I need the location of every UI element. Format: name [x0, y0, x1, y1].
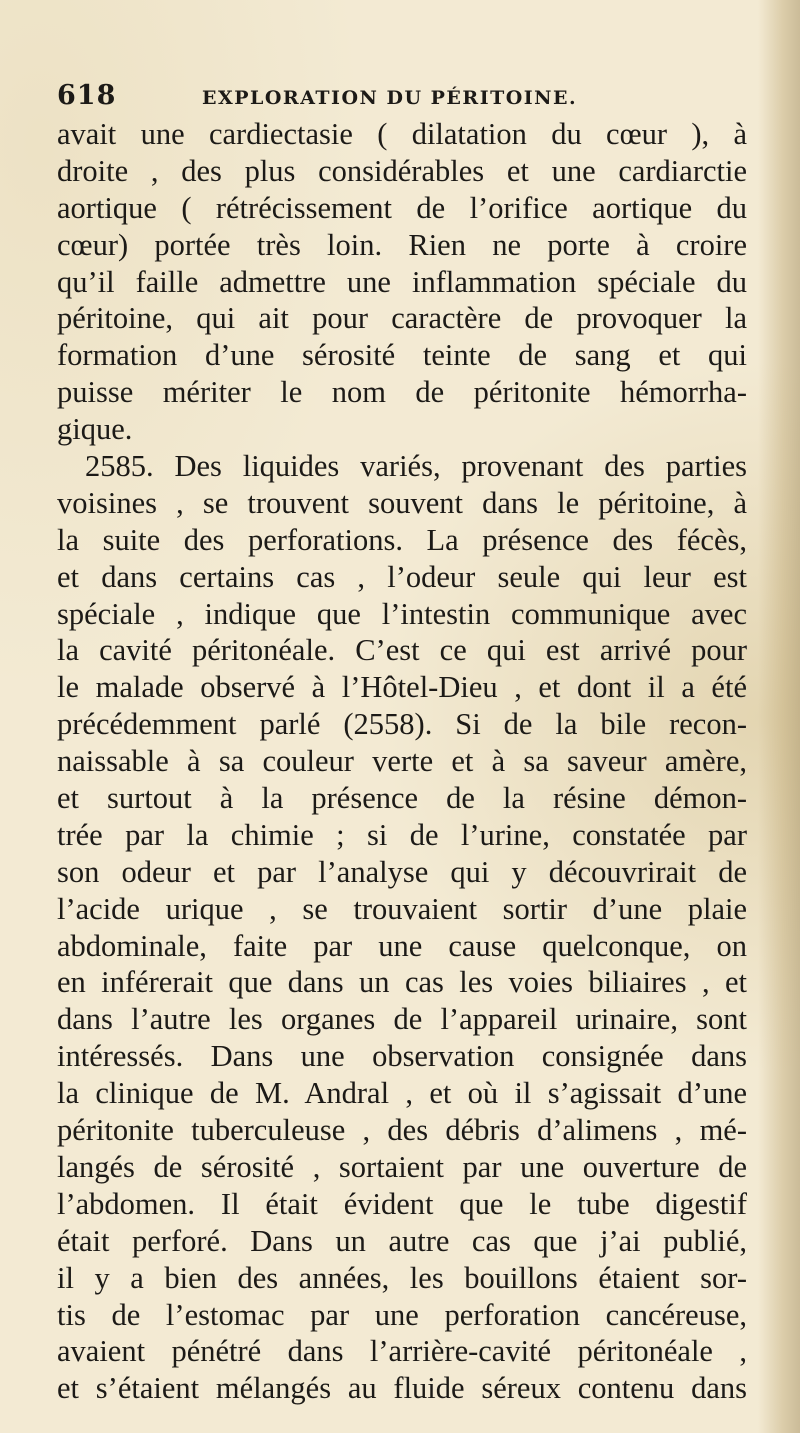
text-line: spéciale , indique que l’intestin communique avec [57, 596, 747, 631]
text-line: et surtout à la présence de la résine démon- [57, 781, 747, 816]
text-line: langés de sérosité , sortaient par une ouverture de [57, 1149, 747, 1184]
text-line: le malade observé à l’Hôtel-Dieu , et dont il a été [57, 670, 747, 705]
text-line: droite , des plus considérables et une cardiarctie [57, 153, 747, 188]
text-line: cœur) portée très loin. Rien ne porte à croire [57, 227, 747, 262]
text-line: avaient pénétré dans l’arrière-cavité péritonéale , [57, 1334, 747, 1369]
text-line: la suite des perforations. La présence des fécès, [57, 522, 747, 557]
paragraph-start-line: 2585. Des liquides variés, provenant des parties [85, 449, 747, 484]
text-line: en inférerait que dans un cas les voies biliaires , et [57, 965, 747, 1000]
text-line: péritonite tuberculeuse , des débris d’alimens , mé- [57, 1113, 747, 1148]
page-number: 618 [57, 80, 117, 111]
running-title: EXPLORATION DU PÉRITOINE. [202, 87, 578, 109]
text-line: gique. [57, 412, 133, 447]
text-line: son odeur et par l’analyse qui y découvrirait de [57, 854, 747, 889]
text-line: péritoine, qui ait pour caractère de provoquer la [57, 301, 747, 336]
text-line: dans l’autre les organes de l’appareil urinaire, sont [57, 1002, 747, 1037]
text-line: abdominale, faite par une cause quelconque, on [57, 928, 747, 963]
page-edge-shadow [758, 0, 800, 1433]
text-line: précédemment parlé (2558). Si de la bile recon- [57, 707, 747, 742]
text-line: et s’étaient mélangés au fluide séreux contenu dans [57, 1371, 747, 1406]
text-line: naissable à sa couleur verte et à sa saveur amère, [57, 744, 747, 779]
text-line: voisines , se trouvent souvent dans le péritoine, à [57, 485, 747, 520]
text-line: l’acide urique , se trouvaient sortir d’une plaie [57, 891, 747, 926]
text-line: avait une cardiectasie ( dilatation du cœur ), à [57, 117, 747, 151]
text-line: formation d’une sérosité teinte de sang et qui [57, 338, 747, 373]
text-line: était perforé. Dans un autre cas que j’ai publié, [57, 1223, 747, 1258]
text-line: et dans certains cas , l’odeur seule qui leur est [57, 559, 747, 594]
text-line: intéressés. Dans une observation consignée dans [57, 1039, 747, 1074]
text-line: aortique ( rétrécissement de l’orifice aortique du [57, 190, 747, 225]
text-line: il y a bien des années, les bouillons étaient sor- [57, 1260, 747, 1295]
text-line: la clinique de M. Andral , et où il s’agissait d’une [57, 1076, 747, 1111]
text-line: trée par la chimie ; si de l’urine, constatée par [57, 817, 747, 852]
text-line: l’abdomen. Il était évident que le tube digestif [57, 1186, 747, 1221]
text-line: puisse mériter le nom de péritonite hémorrha- [57, 375, 747, 410]
text-line: tis de l’estomac par une perforation cancéreuse, [57, 1297, 747, 1332]
body-text [57, 116, 747, 1407]
text-line: qu’il faille admettre une inflammation spéciale du [57, 264, 747, 299]
running-head [57, 80, 757, 114]
text-line: la cavité péritonéale. C’est ce qui est arrivé pour [57, 633, 747, 668]
